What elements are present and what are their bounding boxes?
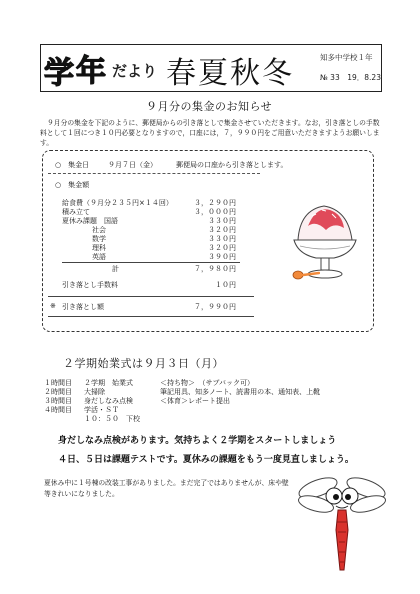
row-amount: ３３０円	[208, 235, 236, 243]
logo-dayori: だより	[112, 62, 158, 80]
notice-grooming: 身だしなみ点検があります。気持ちよく２学期をスタートしましょう	[58, 436, 337, 446]
term-title: ２学期始業式は９月３日（月）	[63, 357, 224, 370]
fee-label: 引き落とし手数料	[62, 281, 118, 289]
collection-intro: ９月分の集金を下記のように、郵便局からの引き落としで集金させていただきます。なお，引き落としの手数料として１回につき１０円必要となりますので，口座には，７，９９０円をご用意いただきますようお願いします。	[40, 119, 380, 147]
row-amount: ３９０円	[208, 253, 236, 261]
newsletter-logo	[42, 46, 162, 90]
total-marker: ※	[50, 302, 56, 310]
fee-amount: １０円	[215, 281, 236, 289]
row-label: 英語	[92, 253, 106, 261]
row-amount: ３２０円	[208, 244, 236, 252]
schedule-subject: 大掃除	[84, 388, 105, 396]
season-title: 春夏秋冬	[166, 56, 294, 91]
schedule-subject: 身だしなみ点検	[84, 397, 133, 405]
total-rule-bottom	[48, 316, 254, 317]
schedule-period: ３時間目	[44, 397, 72, 405]
schedule-period: ２時間目	[44, 388, 72, 396]
schedule-subject: 学活・ＳＴ	[84, 406, 119, 414]
dragonfly-illustration	[296, 470, 388, 578]
schedule-subject: ２学期 始業式	[84, 379, 133, 387]
date-value: ９月７日（金）	[108, 161, 157, 169]
row-label: 夏休み課題 国語	[62, 217, 118, 225]
subtotal-amount: ７，９８０円	[194, 265, 236, 273]
schedule-period: １時間目	[44, 379, 72, 387]
date-note: 郵便局の口座から引き落とします。	[176, 161, 288, 169]
schedule-period: ４時間目	[44, 406, 72, 414]
row-label: 給食費（９月分２３５円×１４回）	[62, 199, 173, 207]
date-label: ○ 集金日	[55, 161, 90, 169]
total-amount: ７，９９０円	[194, 303, 236, 311]
box-divider	[48, 173, 260, 174]
row-amount: ３２０円	[208, 226, 236, 234]
logo-char-gaku: 学	[44, 56, 74, 91]
subtotal-rule	[62, 262, 240, 263]
logo-char-nen: 年	[76, 54, 106, 89]
spoon-icon	[292, 268, 320, 282]
issue-number: № 33 19．8.23	[320, 73, 381, 82]
dismissal-time: １０：５０ 下校	[84, 415, 140, 423]
items-label: ○ 集金額	[55, 181, 90, 189]
row-amount: ３，２９０円	[194, 199, 236, 207]
school-name: 知多中学校１年	[320, 53, 373, 62]
collection-title: ９月分の集金のお知らせ	[146, 100, 273, 113]
schedule-note: ＜体育＞レポート提出	[160, 397, 230, 405]
row-label: 社会	[92, 226, 106, 234]
subtotal-label: 計	[112, 265, 119, 273]
schedule-note: 筆記用具、知多ノート、読書用の本、通知表、上靴	[160, 388, 321, 396]
schedule-note: ＜持ち物＞ （サブバック可）	[160, 379, 254, 387]
total-label: 引き落とし額	[62, 303, 104, 311]
row-amount: ３，０００円	[194, 208, 236, 216]
row-label: 理科	[92, 244, 106, 252]
row-label: 数学	[92, 235, 106, 243]
row-amount: ３３０円	[208, 217, 236, 225]
row-label: 積み立て	[62, 208, 90, 216]
total-rule-top	[48, 296, 254, 297]
notice-construction: 夏休み中に１号棟の改装工事がありました。まだ完了ではありませんが、床や壁等きれいになりました。	[44, 479, 289, 498]
notice-test: ４日、５日は課題テストです。夏休みの課題をもう一度見直しましょう。	[58, 455, 354, 465]
